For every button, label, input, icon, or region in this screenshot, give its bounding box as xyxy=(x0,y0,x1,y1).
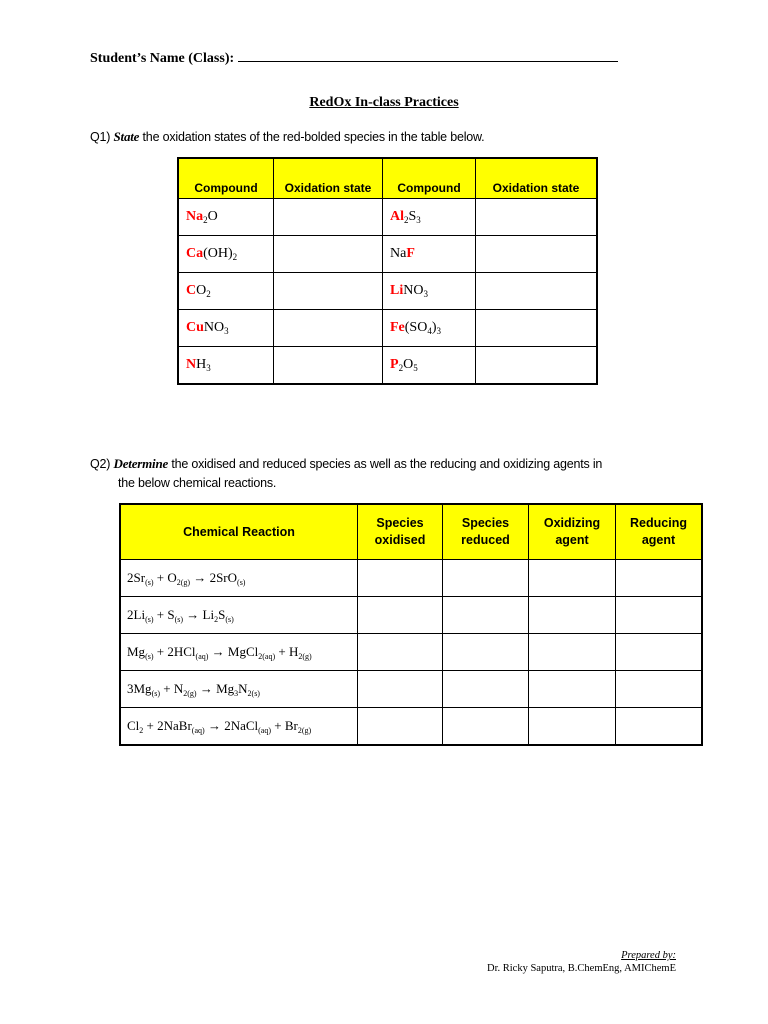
species-reduced-answer-cell[interactable] xyxy=(443,560,529,597)
red-bolded-species: Al xyxy=(390,209,404,224)
subscript: 3 xyxy=(234,689,239,698)
table-row xyxy=(120,671,702,708)
formula-text: → 2SrO xyxy=(190,570,238,585)
formula-text: 3Mg xyxy=(127,681,152,696)
table-row xyxy=(178,273,597,310)
oxidizing-agent-answer-cell[interactable] xyxy=(529,708,616,746)
chemical-reaction-cell xyxy=(120,634,358,671)
oxidation-state-answer-cell[interactable] xyxy=(476,199,598,236)
reducing-agent-answer-cell[interactable] xyxy=(616,597,703,634)
table-row xyxy=(178,310,597,347)
subscript: 2 xyxy=(203,215,208,225)
subscript: (s) xyxy=(145,652,154,661)
subscript: (s) xyxy=(174,615,184,624)
subscript: 3 xyxy=(206,363,211,373)
formula-text: + Br xyxy=(271,718,298,733)
compound-cell xyxy=(178,310,274,347)
table-row xyxy=(120,560,702,597)
table-row xyxy=(120,708,702,746)
subscript: 2(g) xyxy=(176,578,191,587)
red-bolded-species: Ca xyxy=(186,246,204,261)
subscript: 5 xyxy=(413,363,418,373)
subscript: 4 xyxy=(427,326,432,336)
species-oxidised-answer-cell[interactable] xyxy=(358,708,443,746)
oxidizing-agent-answer-cell[interactable] xyxy=(529,597,616,634)
formula-text: Cl xyxy=(127,718,140,733)
q1-text: the oxidation states of the red-bolded species in the table below. xyxy=(139,130,485,144)
subscript: (s) xyxy=(151,689,161,698)
student-name-label: Student’s Name (Class): xyxy=(90,51,235,66)
chemical-reaction-cell xyxy=(120,597,358,634)
compound-cell xyxy=(383,236,476,273)
table-row xyxy=(120,597,702,634)
oxidation-state-answer-cell[interactable] xyxy=(274,273,383,310)
formula-text: N xyxy=(238,681,248,696)
prepared-by-label: Prepared by: xyxy=(621,950,676,961)
q1-number: Q1) xyxy=(90,130,111,144)
subscript: 2 xyxy=(404,215,409,225)
q2-verb: Determine xyxy=(113,456,169,471)
compound-cell xyxy=(178,273,274,310)
reducing-agent-answer-cell[interactable] xyxy=(616,671,703,708)
oxidizing-agent-answer-cell[interactable] xyxy=(529,634,616,671)
subscript: 3 xyxy=(416,215,421,225)
formula-text: H xyxy=(196,357,207,372)
header-oxidizing-agent: Oxidizing agent xyxy=(529,504,616,560)
subscript: (aq) xyxy=(191,726,205,735)
subscript: (s) xyxy=(225,615,234,624)
red-bolded-species: N xyxy=(186,357,197,372)
header-oxidation-state: Oxidation state xyxy=(274,158,383,199)
subscript: 2(g) xyxy=(183,689,197,698)
oxidation-state-answer-cell[interactable] xyxy=(476,236,598,273)
oxidation-state-answer-cell[interactable] xyxy=(274,310,383,347)
reducing-agent-answer-cell[interactable] xyxy=(616,634,703,671)
formula-text: NO xyxy=(203,320,225,335)
subscript: (aq) xyxy=(258,726,272,735)
formula-text: + S xyxy=(153,607,175,622)
author-credit: Dr. Ricky Saputra, B.ChemEng, AMIChemE xyxy=(487,963,676,974)
species-oxidised-answer-cell[interactable] xyxy=(358,634,443,671)
question-1 xyxy=(90,129,484,145)
compound-cell xyxy=(178,236,274,273)
q2-text-continued: the below chemical reactions. xyxy=(118,476,277,490)
subscript: 2 xyxy=(214,615,219,624)
chemical-reaction-cell xyxy=(120,560,358,597)
formula-text: + 2HCl xyxy=(153,644,196,659)
formula-text: + O xyxy=(153,570,177,585)
subscript: 2(aq) xyxy=(258,652,276,661)
reducing-agent-answer-cell[interactable] xyxy=(616,560,703,597)
formula-text: O xyxy=(207,209,218,224)
compound-cell xyxy=(383,199,476,236)
formula-text: + 2NaBr xyxy=(143,718,192,733)
formula-text: ) xyxy=(431,320,437,335)
page-title: RedOx In-class Practices xyxy=(309,95,459,110)
subscript: 3 xyxy=(436,326,441,336)
formula-text: (SO xyxy=(404,320,428,335)
formula-text: O xyxy=(196,283,207,298)
formula-text: 2Sr xyxy=(127,570,146,585)
table-row xyxy=(178,199,597,236)
question-2 xyxy=(90,454,690,493)
species-oxidised-answer-cell[interactable] xyxy=(358,560,443,597)
compound-cell xyxy=(383,347,476,385)
subscript: 2(g) xyxy=(298,652,312,661)
chemical-reaction-cell xyxy=(120,671,358,708)
formula-text: → 2NaCl xyxy=(204,718,259,733)
header-species-oxidised: Species oxidised xyxy=(358,504,443,560)
compound-cell xyxy=(178,199,274,236)
header-compound: Compound xyxy=(383,158,476,199)
formula-text: + H xyxy=(275,644,299,659)
formula-text: Na xyxy=(390,246,407,261)
formula-text: → Li xyxy=(183,607,215,622)
oxidation-state-answer-cell[interactable] xyxy=(274,347,383,385)
subscript: 2(s) xyxy=(247,689,260,698)
formula-text: S xyxy=(408,209,417,224)
subscript: (aq) xyxy=(195,652,209,661)
species-reduced-answer-cell[interactable] xyxy=(443,634,529,671)
subscript: (s) xyxy=(145,578,154,587)
formula-text: (OH) xyxy=(203,246,233,261)
formula-text: NO xyxy=(403,283,424,298)
formula-text: + N xyxy=(160,681,184,696)
red-bolded-species: Na xyxy=(186,209,204,224)
reducing-agent-answer-cell[interactable] xyxy=(616,708,703,746)
header-oxidation-state: Oxidation state xyxy=(476,158,598,199)
red-bolded-species: Cu xyxy=(186,320,204,335)
species-oxidised-answer-cell[interactable] xyxy=(358,671,443,708)
q1-verb: State xyxy=(113,129,140,144)
compound-cell xyxy=(178,347,274,385)
subscript: 3 xyxy=(423,289,428,299)
subscript: (s) xyxy=(145,615,154,624)
oxidation-state-answer-cell[interactable] xyxy=(476,273,598,310)
oxidizing-agent-answer-cell[interactable] xyxy=(529,560,616,597)
formula-text: 2Li xyxy=(127,607,146,622)
subscript: 2 xyxy=(398,363,404,373)
subscript: 2 xyxy=(232,252,238,262)
species-reduced-answer-cell[interactable] xyxy=(443,708,529,746)
student-name-field xyxy=(90,48,618,67)
compound-cell xyxy=(383,273,476,310)
chemical-reaction-cell xyxy=(120,708,358,746)
table-header-row xyxy=(120,504,702,560)
subscript: 3 xyxy=(224,326,229,336)
footer xyxy=(487,949,676,975)
species-reduced-answer-cell[interactable] xyxy=(443,671,529,708)
subscript: 2 xyxy=(206,289,211,299)
q2-number: Q2) xyxy=(90,457,111,471)
table-header-row xyxy=(178,158,597,199)
table-row xyxy=(178,347,597,385)
compound-cell xyxy=(383,310,476,347)
formula-text: O xyxy=(403,357,414,372)
q2-text: the oxidised and reduced species as well as the reducing and oxidizing agents in xyxy=(168,457,603,471)
header-species-reduced: Species reduced xyxy=(443,504,529,560)
header-chemical-reaction: Chemical Reaction xyxy=(120,504,358,560)
formula-text: → MgCl xyxy=(208,644,259,659)
subscript: (s) xyxy=(237,578,246,587)
red-bolded-species: Li xyxy=(390,283,404,298)
oxidation-state-answer-cell[interactable] xyxy=(274,236,383,273)
table-row xyxy=(178,236,597,273)
header-reducing-agent: Reducing agent xyxy=(616,504,703,560)
red-bolded-species: F xyxy=(406,246,415,261)
red-bolded-species: Fe xyxy=(390,320,405,335)
species-reduced-answer-cell[interactable] xyxy=(443,597,529,634)
header-compound: Compound xyxy=(178,158,274,199)
red-bolded-species: P xyxy=(390,357,399,372)
redox-reaction-table xyxy=(119,503,703,746)
formula-text: S xyxy=(218,607,226,622)
oxidation-state-answer-cell[interactable] xyxy=(274,199,383,236)
oxidizing-agent-answer-cell[interactable] xyxy=(529,671,616,708)
subscript: 2(g) xyxy=(297,726,312,735)
species-oxidised-answer-cell[interactable] xyxy=(358,597,443,634)
oxidation-state-table xyxy=(177,157,598,385)
red-bolded-species: C xyxy=(186,283,197,298)
oxidation-state-answer-cell[interactable] xyxy=(476,310,598,347)
table-row xyxy=(120,634,702,671)
oxidation-state-answer-cell[interactable] xyxy=(476,347,598,385)
formula-text: → Mg xyxy=(196,681,235,696)
formula-text: Mg xyxy=(127,644,146,659)
student-name-blank[interactable] xyxy=(238,48,618,62)
subscript: 2 xyxy=(139,726,144,735)
